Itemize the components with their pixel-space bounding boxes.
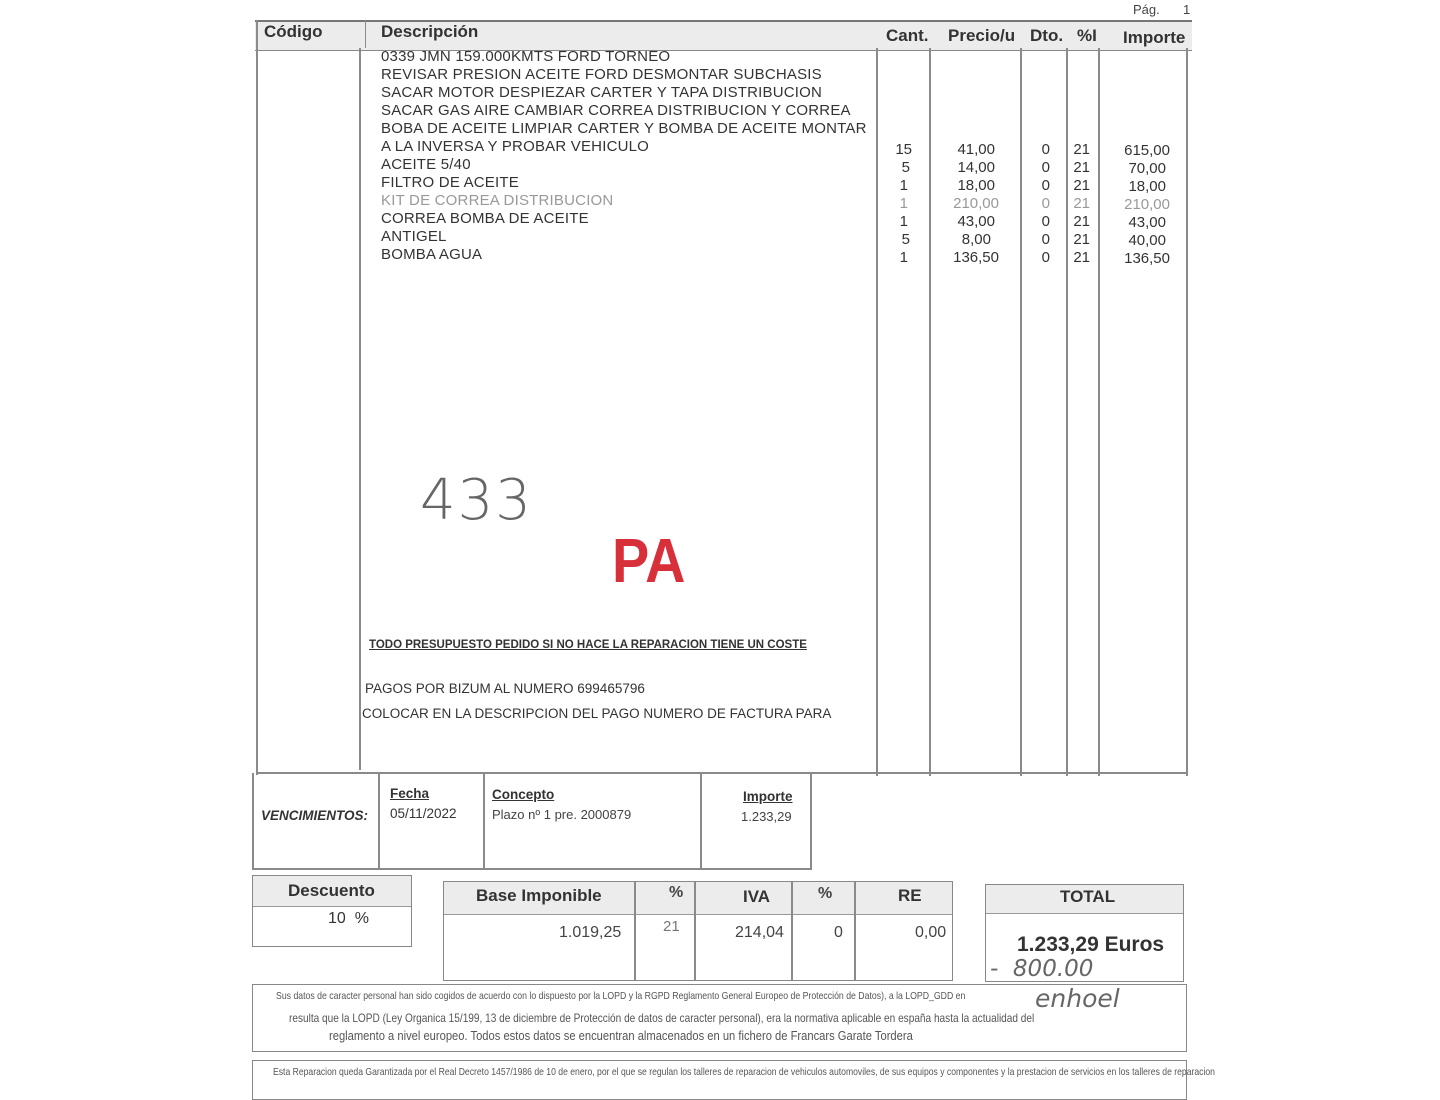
cell-importe: 70,00 — [1128, 160, 1166, 177]
header-iva-pct: %I — [1077, 26, 1097, 45]
cell-dto: 0 — [1041, 213, 1050, 230]
paid-stamp: PA — [612, 527, 686, 596]
descuento-value: 10 % — [328, 910, 369, 927]
fecha-value: 05/11/2022 — [390, 806, 457, 821]
cell-importe: 210,00 — [1124, 196, 1170, 213]
cell-precio: 14,00 — [957, 159, 995, 176]
rule-table-bottom — [256, 772, 1187, 774]
desc-line: BOBA DE ACEITE LIMPIAR CARTER Y BOMBA DE ACEITE MONTAR — [381, 120, 867, 137]
privacy-line-1: Sus datos de caracter personal han sido cogidos de acuerdo con lo dispuesto por la LOPD y la RGPD Reglamento General Europeo de Protección de Datos), a la LOPD_GDD en — [276, 990, 966, 1002]
importe-value: 1.233,29 — [741, 809, 792, 824]
base-value: 1.019,25 — [559, 924, 622, 941]
descuento-label: Descuento — [288, 881, 375, 900]
cell-importe: 18,00 — [1128, 178, 1166, 195]
desc-line: SACAR MOTOR DESPIEZAR CARTER Y TAPA DISTRIBUCION — [381, 84, 823, 101]
payment-line-2: COLOCAR EN LA DESCRIPCION DEL PAGO NUMERO DE FACTURA PARA — [362, 706, 832, 721]
rule-left — [256, 20, 258, 775]
fecha-label: Fecha — [390, 786, 430, 801]
desc-line: FILTRO DE ACEITE — [381, 174, 519, 191]
cell-precio: 210,00 — [953, 195, 999, 212]
cell-precio: 41,00 — [957, 141, 995, 158]
venc-rule-3 — [700, 773, 702, 869]
venc-rule-bottom — [252, 868, 812, 870]
cell-iva: 21 — [1073, 249, 1090, 266]
desc-line: A LA INVERSA Y PROBAR VEHICULO — [381, 138, 650, 155]
guarantee-text: Esta Reparacion queda Garantizada por el Real Decreto 1457/1986 de 10 de enero, por el que se regulan los talleres de reparacion de vehiculos automoviles, de sus equipos y componentes y la prestacion de servicios en los talleres de reparacion — [273, 1066, 1215, 1078]
cell-dto: 0 — [1041, 177, 1050, 194]
desc-line: ANTIGEL — [381, 228, 447, 245]
rule-cant — [929, 48, 931, 776]
header-codigo: Código — [264, 22, 323, 41]
rule-right — [1186, 48, 1188, 776]
cell-precio: 136,50 — [953, 249, 999, 266]
desc-line: CORREA BOMBA DE ACEITE — [381, 210, 589, 227]
importe-label: Importe — [743, 789, 793, 804]
cell-cant: 5 — [901, 159, 910, 176]
cell-iva: 21 — [1073, 213, 1090, 230]
cell-dto: 0 — [1041, 249, 1050, 266]
handwritten-note: 433 — [420, 468, 533, 533]
venc-rule-4 — [810, 773, 812, 869]
base-label: Base Imponible — [476, 886, 602, 905]
cell-cant: 1 — [899, 195, 908, 212]
cell-cant: 15 — [895, 141, 912, 158]
cell-precio: 8,00 — [961, 231, 991, 248]
privacy-line-2: resulta que la LOPD (Ley Organica 15/199, 13 de diciembre de Protección de datos de caracter personal), era la normativa aplicable en españa hasta la actualidad del — [289, 1011, 1035, 1025]
header-precio: Precio/u — [948, 26, 1016, 45]
cell-cant: 5 — [901, 231, 910, 248]
pct2-value: 0 — [834, 924, 843, 941]
desc-line: ACEITE 5/40 — [381, 156, 471, 173]
cell-importe: 615,00 — [1124, 142, 1170, 159]
desc-line: BOMBA AGUA — [381, 246, 483, 263]
handwritten-signature: enhoel — [1035, 984, 1120, 1013]
header-descripcion: Descripción — [381, 22, 479, 41]
cell-precio: 18,00 — [957, 177, 995, 194]
iva-label: IVA — [743, 887, 771, 906]
cell-dto: 0 — [1041, 159, 1050, 176]
re-value: 0,00 — [915, 924, 947, 941]
privacy-line-3: reglamento a nivel europeo. Todos estos datos se encuentran almacenados en un fichero de Francars Garate Tordera — [329, 1028, 913, 1043]
cell-importe: 40,00 — [1128, 232, 1166, 249]
venc-rule-left — [252, 773, 254, 869]
desc-line: REVISAR PRESION ACEITE FORD DESMONTAR SUBCHASIS — [381, 66, 822, 83]
cell-cant: 1 — [899, 177, 908, 194]
cell-dto: 0 — [1041, 195, 1050, 212]
cell-dto: 0 — [1041, 141, 1050, 158]
re-label: RE — [898, 886, 922, 905]
cell-iva: 21 — [1073, 195, 1090, 212]
cell-iva: 21 — [1073, 159, 1090, 176]
cell-cant: 1 — [899, 249, 908, 266]
budget-notice: TODO PRESUPUESTO PEDIDO SI NO HACE LA REPARACION TIENE UN COSTE — [369, 639, 807, 651]
cell-cant: 1 — [899, 213, 908, 230]
pct-value: 21 — [663, 918, 680, 935]
rule-codigo-header — [365, 20, 366, 48]
cell-iva: 21 — [1073, 177, 1090, 194]
pct2-label: % — [818, 885, 833, 902]
payment-line-1: PAGOS POR BIZUM AL NUMERO 699465796 — [365, 681, 645, 696]
header-cant: Cant. — [886, 26, 929, 45]
iva-value: 214,04 — [735, 924, 784, 941]
rule-codigo — [359, 48, 361, 770]
desc-line: KIT DE CORREA DISTRIBUCION — [381, 192, 614, 209]
venc-rule-2 — [483, 773, 485, 869]
cell-importe: 136,50 — [1124, 250, 1170, 267]
cell-iva: 21 — [1073, 141, 1090, 158]
page-number: 1 — [1183, 2, 1191, 17]
rule-precio — [1020, 48, 1022, 776]
header-importe: Importe — [1123, 28, 1186, 47]
vencimientos-label: VENCIMIENTOS: — [261, 808, 369, 823]
cell-importe: 43,00 — [1128, 214, 1166, 231]
desc-line: SACAR GAS AIRE CAMBIAR CORREA DISTRIBUCION Y CORREA — [381, 102, 851, 119]
cell-iva: 21 — [1073, 231, 1090, 248]
rule-desc — [876, 48, 878, 776]
cell-dto: 0 — [1041, 231, 1050, 248]
cell-precio: 43,00 — [957, 213, 995, 230]
concepto-value: Plazo nº 1 pre. 2000879 — [492, 807, 632, 822]
handwritten-minus: - 800.00 — [990, 956, 1094, 982]
concepto-label: Concepto — [492, 787, 555, 802]
page-label: Pág. — [1133, 2, 1160, 17]
venc-rule-1 — [378, 773, 380, 869]
pct-label: % — [669, 884, 684, 901]
desc-line: 0339 JMN 159.000KMTS FORD TORNEO — [381, 48, 671, 65]
total-label: TOTAL — [1060, 887, 1116, 906]
header-dto: Dto. — [1030, 26, 1064, 45]
total-value: 1.233,29 Euros — [1017, 933, 1165, 956]
